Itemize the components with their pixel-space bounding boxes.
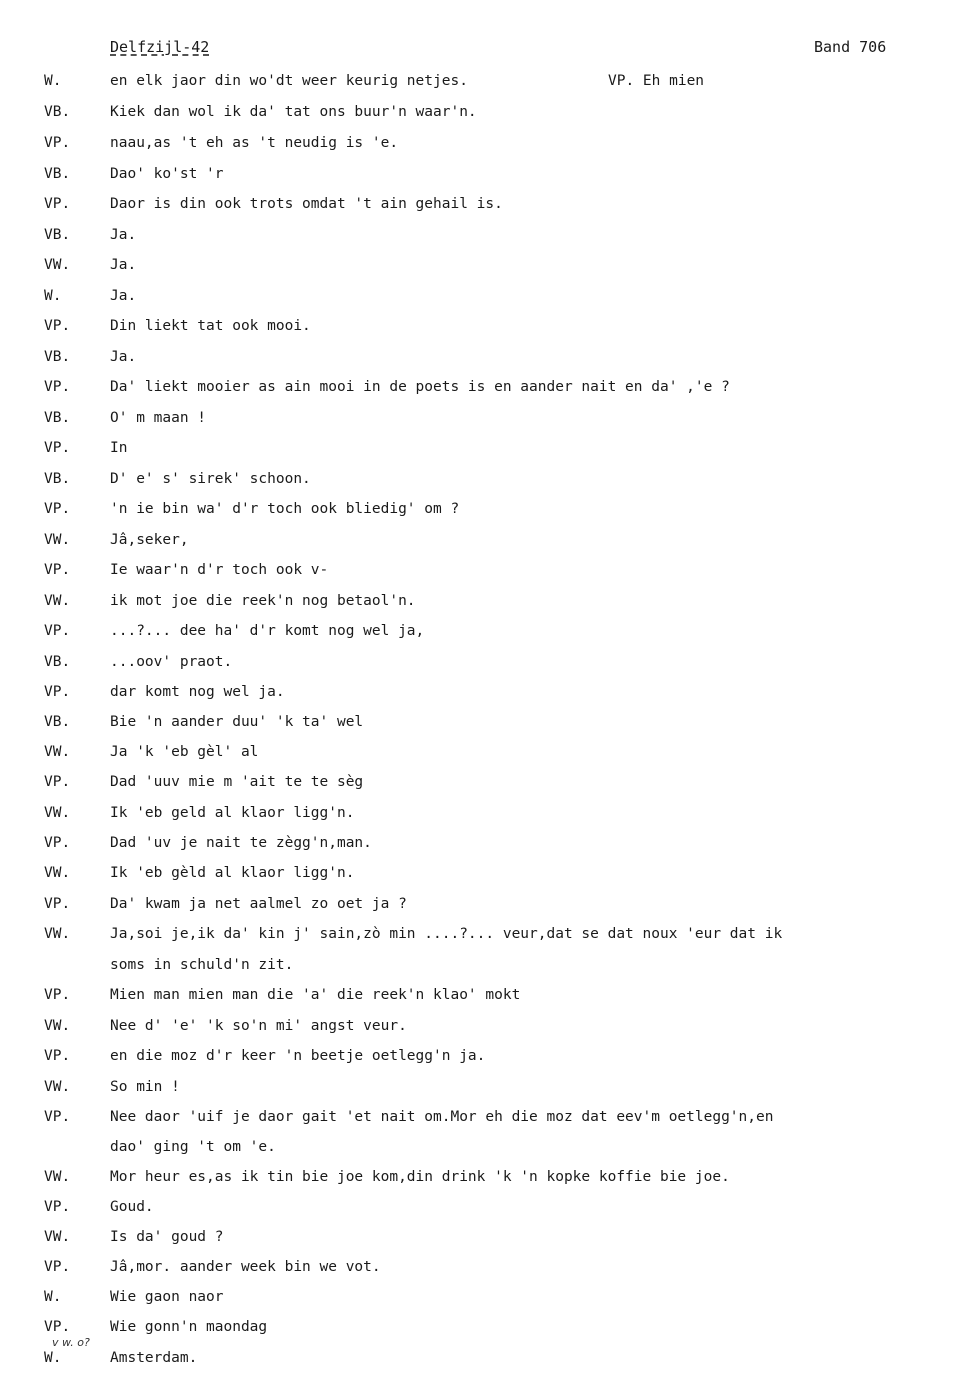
speaker-label: VB. bbox=[44, 714, 71, 730]
document-title: Delfzijl-42 bbox=[110, 38, 210, 56]
utterance-text: Jâ,seker, bbox=[110, 532, 189, 548]
transcript-line bbox=[0, 559, 973, 581]
transcript-line bbox=[0, 376, 973, 398]
speaker-label: W. bbox=[44, 288, 62, 304]
utterance-text: Din liekt tat ook mooi. bbox=[110, 318, 311, 334]
speaker-label: VB. bbox=[44, 410, 71, 426]
utterance-text: Kiek dan wol ik da' tat ons buur'n waar'n. bbox=[110, 104, 477, 120]
transcript-line bbox=[0, 681, 973, 703]
utterance-text: Daor is din ook trots omdat 't ain gehail is. bbox=[110, 196, 503, 212]
speaker-label: VB. bbox=[44, 166, 71, 182]
speaker-label: VP. bbox=[44, 1199, 71, 1215]
transcript-line bbox=[0, 1256, 973, 1278]
transcript-line bbox=[0, 1136, 973, 1158]
utterance-text: dao' ging 't om 'e. bbox=[110, 1139, 276, 1155]
transcript-line bbox=[0, 711, 973, 733]
transcript-line bbox=[0, 1286, 973, 1308]
utterance-text: Da' kwam ja net aalmel zo oet ja ? bbox=[110, 896, 407, 912]
speaker-label: VW. bbox=[44, 1018, 71, 1034]
speaker-label: VW. bbox=[44, 744, 71, 760]
utterance-text: In bbox=[110, 440, 128, 456]
speaker-label: VW. bbox=[44, 532, 71, 548]
transcript-line bbox=[0, 70, 973, 92]
band-number: Band 706 bbox=[814, 38, 887, 56]
transcript-line bbox=[0, 285, 973, 307]
transcript-line bbox=[0, 741, 973, 763]
transcript-line bbox=[0, 862, 973, 884]
speaker-label: VP. bbox=[44, 896, 71, 912]
utterance-text: Nee d' 'e' 'k so'n mi' angst veur. bbox=[110, 1018, 407, 1034]
speaker-label: VP. bbox=[44, 562, 71, 578]
speaker-label: VP. bbox=[44, 684, 71, 700]
speaker-label: VP. bbox=[44, 135, 71, 151]
utterance-text: Ja. bbox=[110, 227, 137, 243]
transcript-line bbox=[0, 254, 973, 276]
transcript-line bbox=[0, 923, 973, 945]
utterance-text: en die moz d'r keer 'n beetje oetlegg'n ja. bbox=[110, 1048, 486, 1064]
transcript-line bbox=[0, 224, 973, 246]
transcript-line bbox=[0, 193, 973, 215]
transcript-line bbox=[0, 407, 973, 429]
speaker-label: VP. bbox=[44, 318, 71, 334]
transcript-line bbox=[0, 802, 973, 824]
speaker-label: VP. bbox=[44, 987, 71, 1003]
utterance-text: Jâ,mor. aander week bin we vot. bbox=[110, 1259, 381, 1275]
speaker-label: VW. bbox=[44, 865, 71, 881]
transcript-line bbox=[0, 832, 973, 854]
transcript-line bbox=[0, 1045, 973, 1067]
utterance-text: Is da' goud ? bbox=[110, 1229, 224, 1245]
transcript-line bbox=[0, 346, 973, 368]
transcript-line bbox=[0, 590, 973, 612]
speaker-label: VP. bbox=[44, 623, 71, 639]
utterance-text: D' e' s' sirek' schoon. bbox=[110, 471, 311, 487]
speaker-label: VB. bbox=[44, 227, 71, 243]
speaker-label: VP. bbox=[44, 1048, 71, 1064]
utterance-text: O' m maan ! bbox=[110, 410, 207, 426]
utterance-text: naau,as 't eh as 't neudig is 'e. bbox=[110, 135, 399, 151]
speaker-label: VB. bbox=[44, 654, 71, 670]
speaker-label: VW. bbox=[44, 1169, 71, 1185]
utterance-text: Ik 'eb gèld al klaor ligg'n. bbox=[110, 865, 355, 881]
transcript-line bbox=[0, 1316, 973, 1338]
utterance-text: Ja. bbox=[110, 349, 137, 365]
utterance-text: So min ! bbox=[110, 1079, 180, 1095]
transcript-line bbox=[0, 437, 973, 459]
speaker-label: VP. bbox=[44, 501, 71, 517]
transcript-line bbox=[0, 163, 973, 185]
transcript-line bbox=[0, 984, 973, 1006]
speaker-label: VP. bbox=[44, 440, 71, 456]
transcript-line bbox=[0, 498, 973, 520]
utterance-text: Dad 'uv je nait te zègg'n,man. bbox=[110, 835, 372, 851]
utterance-text: Ik 'eb geld al klaor ligg'n. bbox=[110, 805, 355, 821]
utterance-text: ik mot joe die reek'n nog betaol'n. bbox=[110, 593, 416, 609]
utterance-text: ...?... dee ha' d'r komt nog wel ja, bbox=[110, 623, 425, 639]
transcript-line bbox=[0, 620, 973, 642]
utterance-text: Bie 'n aander duu' 'k ta' wel bbox=[110, 714, 364, 730]
utterance-text: ...oov' praot. bbox=[110, 654, 233, 670]
utterance-text: Ja 'k 'eb gèl' al bbox=[110, 744, 259, 760]
transcript-line bbox=[0, 1015, 973, 1037]
transcript-line bbox=[0, 1076, 973, 1098]
speaker-label: VP. bbox=[44, 835, 71, 851]
speaker-label: W. bbox=[44, 73, 62, 89]
transcript-line bbox=[0, 893, 973, 915]
speaker-label: VW. bbox=[44, 1079, 71, 1095]
utterance-text: soms in schuld'n zit. bbox=[110, 957, 294, 973]
transcript-line bbox=[0, 1196, 973, 1218]
utterance-text: en elk jaor din wo'dt weer keurig netjes. bbox=[110, 73, 468, 89]
handwritten-note: v w. o? bbox=[52, 1336, 90, 1349]
speaker-label: VW. bbox=[44, 805, 71, 821]
speaker-label: VB. bbox=[44, 104, 71, 120]
utterance-text: 'n ie bin wa' d'r toch ook bliedig' om ? bbox=[110, 501, 460, 517]
speaker-label: VW. bbox=[44, 1229, 71, 1245]
utterance-text: Amsterdam. bbox=[110, 1350, 198, 1366]
transcript-line bbox=[0, 132, 973, 154]
speaker-label: VP. bbox=[44, 196, 71, 212]
utterance-text: Ja. bbox=[110, 288, 137, 304]
transcript-line bbox=[0, 1166, 973, 1188]
utterance-text: Dad 'uuv mie m 'ait te te sèg bbox=[110, 774, 364, 790]
speaker-label: VP. bbox=[44, 1319, 71, 1335]
speaker-label: W. bbox=[44, 1350, 62, 1366]
utterance-text: Da' liekt mooier as ain mooi in de poets is en aander nait en da' ,'e ? bbox=[110, 379, 730, 395]
utterance-text: Ja,soi je,ik da' kin j' sain,zò min ....?... veur,dat se dat noux 'eur dat ik bbox=[110, 926, 783, 942]
speaker-label: VP. bbox=[44, 379, 71, 395]
transcript-line bbox=[0, 468, 973, 490]
speaker-label: VW. bbox=[44, 593, 71, 609]
speaker-label: VB. bbox=[44, 349, 71, 365]
utterance-text: Ie waar'n d'r toch ook v- bbox=[110, 562, 329, 578]
speaker-label: VP. bbox=[44, 774, 71, 790]
transcript-line bbox=[0, 771, 973, 793]
speaker-label: VP. bbox=[44, 1109, 71, 1125]
utterance-text: dar komt nog wel ja. bbox=[110, 684, 285, 700]
utterance-text: Wie gonn'n maondag bbox=[110, 1319, 268, 1335]
utterance-text: Dao' ko'st 'r bbox=[110, 166, 224, 182]
transcript-line bbox=[0, 315, 973, 337]
transcript-line bbox=[0, 1106, 973, 1128]
transcript-line bbox=[0, 101, 973, 123]
transcript-line bbox=[0, 1347, 973, 1369]
transcript-line bbox=[0, 954, 973, 976]
speaker-label: VW. bbox=[44, 926, 71, 942]
transcript-line bbox=[0, 651, 973, 673]
speaker-label: VW. bbox=[44, 257, 71, 273]
utterance-text: Ja. bbox=[110, 257, 137, 273]
utterance-text: Mien man mien man die 'a' die reek'n klao' mokt bbox=[110, 987, 521, 1003]
speaker-label: VB. bbox=[44, 471, 71, 487]
speaker-label: W. bbox=[44, 1289, 62, 1305]
transcript-line bbox=[0, 1226, 973, 1248]
side-utterance: VP. Eh mien bbox=[608, 73, 705, 89]
transcript-line bbox=[0, 529, 973, 551]
utterance-text: Mor heur es,as ik tin bie joe kom,din drink 'k 'n kopke koffie bie joe. bbox=[110, 1169, 730, 1185]
utterance-text: Goud. bbox=[110, 1199, 154, 1215]
speaker-label: VP. bbox=[44, 1259, 71, 1275]
utterance-text: Wie gaon naor bbox=[110, 1289, 224, 1305]
utterance-text: Nee daor 'uif je daor gait 'et nait om.Mor eh die moz dat eev'm oetlegg'n,en bbox=[110, 1109, 774, 1125]
